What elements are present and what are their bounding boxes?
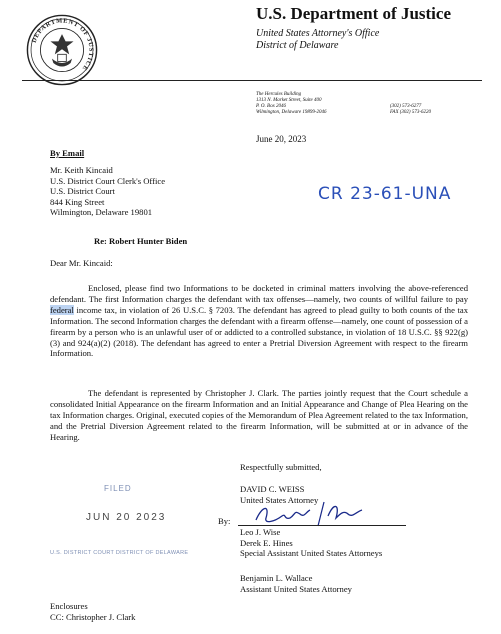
body-text: income tax, in violation of 26 U.S.C. § 7203. The defendant has agreed to plead guilty to both counts of the tax Information. The second Information charges the defendant with a firearm offense—namely, one count of possession of a firearm by a person who is an unlawful user of or addicted to a controlled substance, in violation of 18 U.S.C. §§ 922(g)(3) and 924(a)(2) (2018). The defendant has agreed to enter a Pretrial Diversion Agreement with respect to the firearm Information. [50, 304, 468, 359]
address-line: The Hercules Building [256, 92, 302, 97]
signatory-name: Benjamin L. Wallace [240, 573, 313, 583]
letter-date: June 20, 2023 [256, 134, 307, 144]
body-paragraph-2: The defendant is represented by Christopher J. Clark. The parties jointly request that the Court schedule a consolidated Initial Appearance on the firearm Information and an Initial Appearance and Change of Plea Hearing on the tax Information charges. Original, executed copies of the Memorandum of Plea Agreement related to the tax Information, and the Pretrial Diversion Agreement related to the firearm Information, will be submitted at or in advance of the Hearing. [50, 388, 468, 442]
signatory-name: Derek E. Hines [240, 537, 293, 548]
salutation: Dear Mr. Kincaid: [50, 258, 113, 268]
filed-date-stamp: JUN 20 2023 [86, 512, 167, 523]
signatory-title: Assistant United States Attorney [240, 583, 352, 594]
signer-title: United States Attorney [240, 494, 319, 505]
letterhead-title: U.S. Department of Justice [256, 4, 451, 23]
re-line: Re: Robert Hunter Biden [94, 236, 188, 246]
court-stamp: U.S. DISTRICT COURT DISTRICT OF DELAWARE [50, 550, 189, 556]
filed-stamp: FILED [104, 484, 132, 493]
enclosures-label: Enclosures [50, 601, 88, 611]
seal-text: DEPARTMENT OF JUSTICE [30, 17, 95, 73]
signer-name: DAVID C. WEISS [240, 484, 305, 494]
highlighted-text: federal [50, 304, 74, 315]
letterhead-district: District of Delaware [256, 40, 339, 51]
recipient-line: 844 King Street [50, 196, 105, 207]
by-label: By: [218, 516, 231, 526]
recipient-line: Wilmington, Delaware 19801 [50, 207, 153, 218]
body-text: Enclosed, please find two Informations to be docketed in criminal matters involving the above-referenced defendant. The first Information charges the defendant with tax offenses—namely, two counts of willful failure to pay [50, 283, 468, 304]
signatory-title: Special Assistant United States Attorneys [240, 548, 383, 559]
enclosures-block [50, 601, 135, 622]
phone-number: (302) 573-6277 [390, 104, 422, 109]
closing: Respectfully submitted, [240, 462, 322, 472]
doj-seal-icon [26, 14, 98, 86]
delivery-method: By Email [50, 148, 85, 158]
recipient-block [50, 165, 165, 218]
signature-line [238, 525, 406, 526]
body-paragraph-1 [50, 283, 468, 359]
signatory-name: Leo J. Wise [240, 527, 281, 537]
recipient-line: U.S. District Court [50, 186, 115, 197]
letterhead-rule [22, 80, 482, 81]
additional-signatory-block [240, 573, 352, 594]
cc-line: CC: Christopher J. Clark [50, 611, 136, 622]
address-line: Wilmington, Delaware 19899-2046 [256, 110, 327, 115]
recipient-line: Mr. Keith Kincaid [50, 165, 113, 175]
handwritten-case-number: CR 23-61-UNA [318, 184, 452, 204]
recipient-line: U.S. District Court Clerk's Office [50, 175, 166, 186]
letterhead-office: United States Attorney's Office [256, 28, 380, 39]
address-line: P. O. Box 2046 [256, 104, 287, 109]
address-line: 1313 N. Market Street, Suite 400 [256, 98, 322, 103]
signatory-block [240, 527, 382, 559]
fax-number: FAX (302) 573-6220 [390, 110, 432, 115]
